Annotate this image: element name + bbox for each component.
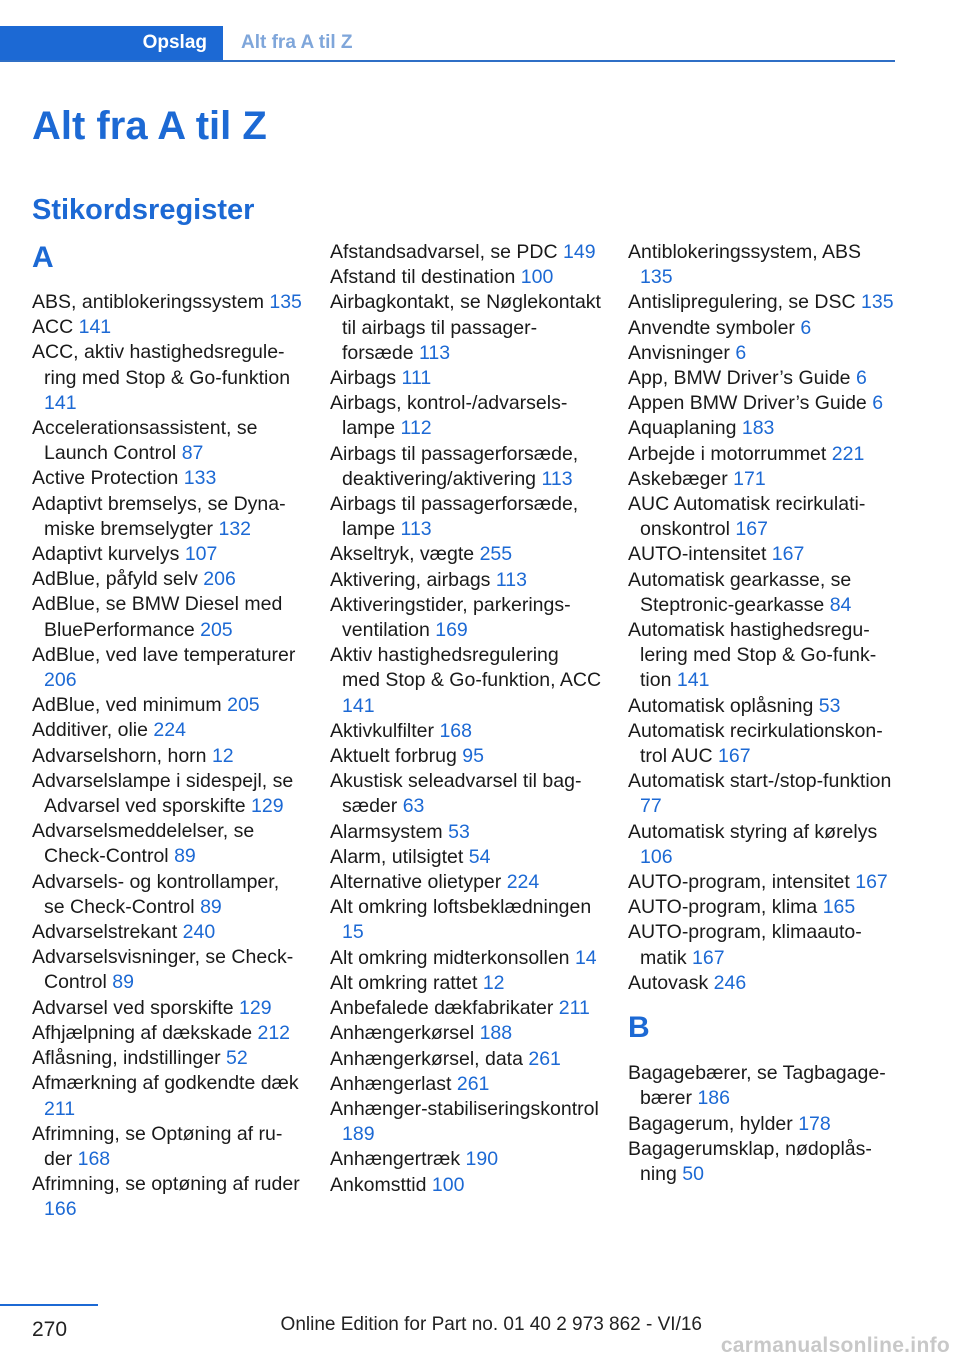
index-entry-text: Automatisk oplåsning: [628, 694, 814, 717]
index-entry: [330, 568, 602, 593]
index-entry-text: Accelerationsassistent, se Launch Control: [32, 417, 258, 465]
index-list-2: [330, 240, 602, 1198]
index-entry-text: Automatisk recirkulationskontrol AUC: [628, 719, 883, 768]
index-entry-text: Active Protection: [32, 467, 179, 490]
page-reference-link[interactable]: 246: [713, 971, 747, 994]
index-entry-text: AUTO-program, klima: [628, 896, 818, 919]
index-entry: [32, 920, 304, 945]
index-entry-text: AUC Automatisk recirkulationskontrol: [628, 493, 866, 541]
index-entry-text: Aktiv hastighedsregulering med Stop & Go-funktion, ACC: [330, 644, 602, 692]
index-entry: [32, 592, 304, 642]
index-entry-text: Advarselsvisninger, se Check-Control: [32, 946, 294, 994]
page-reference-link[interactable]: 206: [44, 669, 77, 692]
page-reference-link[interactable]: 6: [872, 392, 884, 415]
index-entry: [330, 971, 602, 996]
index-entry-text: Additiver, olie: [32, 719, 148, 742]
index-entry-text: Antislipregulering, se DSC: [628, 291, 856, 314]
index-entry: [32, 1071, 304, 1121]
index-column-2: [330, 240, 602, 1198]
index-entry-text: Askebæger: [628, 467, 728, 490]
index-entry-text: Automatisk hastighedsregulering med Stop & Go-funktion: [628, 619, 877, 692]
index-entry: [330, 719, 602, 744]
index-entry: [330, 1047, 602, 1072]
index-entry: [330, 895, 602, 945]
index-entry-text: AUTO-program, intensitet: [628, 871, 850, 894]
index-entry-text: AUTO-program, klimaautomatik: [628, 921, 862, 969]
index-entry: [32, 996, 304, 1021]
page-title: Alt fra A til Z: [32, 104, 267, 148]
index-entry: [330, 870, 602, 895]
page-reference-link[interactable]: 54: [468, 845, 491, 868]
index-entry: [32, 769, 304, 819]
index-entry-text: Ankomsttid: [330, 1173, 427, 1196]
index-entry-text: Automatisk styring af kørelys: [628, 820, 878, 843]
index-entry-text: Bagagebærer, se Tagbagagebærer: [628, 1062, 886, 1110]
index-entry-text: Aquaplaning: [628, 417, 737, 440]
page-reference-link[interactable]: 129: [251, 795, 284, 818]
page-reference-link[interactable]: 221: [831, 442, 865, 465]
index-entry: [32, 1122, 304, 1172]
index-entry: [32, 643, 304, 693]
page-reference-link[interactable]: 12: [211, 744, 234, 767]
index-entry: [628, 769, 898, 819]
index-entry: [628, 1112, 898, 1137]
index-entry: [32, 466, 304, 491]
index-entry-text: Aflåsning, indstillinger: [32, 1047, 221, 1070]
page-reference-link[interactable]: 50: [682, 1162, 704, 1185]
index-entry-text: Alarm, utilsigtet: [330, 845, 464, 868]
index-entry-text: Aktivering, airbags: [330, 568, 491, 591]
index-entry-text: Alarmsystem: [330, 820, 443, 843]
page-reference-link[interactable]: 135: [640, 266, 673, 289]
page-reference-link[interactable]: 167: [771, 543, 805, 566]
page-reference-link[interactable]: 129: [239, 996, 272, 1019]
index-entry: [628, 542, 898, 567]
index-entry: [330, 744, 602, 769]
index-entry: [32, 819, 304, 869]
index-entry: [330, 240, 602, 265]
index-entry-text: Anvendte symboler: [628, 316, 795, 339]
index-entry-text: Alt omkring midterkonsollen: [330, 946, 570, 969]
index-entry-text: Anbefalede dækfabrikater: [330, 997, 554, 1020]
index-entry: [628, 694, 898, 719]
page-reference-link[interactable]: 135: [269, 291, 302, 313]
section-letter-a: A: [32, 241, 54, 274]
index-entry-text: Afmærkning af godkendte dæk: [32, 1072, 299, 1095]
page-reference-link[interactable]: 95: [462, 745, 484, 768]
tab-alt-fra-a-til-z[interactable]: Alt fra A til Z: [241, 32, 353, 53]
index-list-3b: [628, 1061, 898, 1187]
page-reference-link[interactable]: 205: [200, 618, 233, 641]
page-reference-link[interactable]: 240: [182, 921, 216, 944]
page-reference-link[interactable]: 141: [342, 694, 375, 717]
index-entry-text: Advarsels- og kontrollamper, se Check-Control: [32, 870, 280, 918]
page-reference-link[interactable]: 135: [861, 291, 894, 314]
index-entry-text: Advarselsmeddelelser, se Check-Control: [32, 820, 255, 868]
index-entry: [628, 895, 898, 920]
index-entry: [628, 971, 898, 996]
index-entry: [330, 1021, 602, 1046]
index-entry-text: Afstandsadvarsel, se PDC: [330, 241, 558, 263]
page-reference-link[interactable]: 15: [342, 921, 364, 944]
index-entry-text: Anhængerkørsel: [330, 1022, 475, 1045]
index-entry: [628, 618, 898, 694]
index-entry-text: Adaptivt bremselys, se Dynamiske bremselygter: [32, 492, 286, 540]
page-reference-link[interactable]: 212: [257, 1021, 291, 1044]
index-entry: [32, 744, 304, 769]
page-reference-link[interactable]: 224: [506, 871, 540, 894]
index-list-1: [32, 290, 304, 1223]
index-entry: [32, 290, 304, 315]
index-entry: [628, 870, 898, 895]
index-entry: [32, 315, 304, 340]
index-entry-text: Anhængerkørsel, data: [330, 1047, 523, 1070]
index-entry: [330, 845, 602, 870]
index-entry-text: Aktiveringstider, parkeringsventilation: [330, 593, 571, 642]
page-reference-link[interactable]: 188: [479, 1022, 513, 1045]
page-reference-link[interactable]: 100: [520, 266, 554, 289]
index-entry: [32, 1021, 304, 1046]
page-reference-link[interactable]: 168: [439, 719, 472, 742]
index-entry: [32, 718, 304, 743]
page-reference-link[interactable]: 111: [401, 367, 432, 390]
index-entry: [330, 442, 602, 492]
page-reference-link[interactable]: 6: [800, 316, 812, 339]
index-entry: [628, 316, 898, 341]
index-entry-text: Afrimning, se Optøning af ruder: [32, 1122, 283, 1170]
page-number: 270: [32, 1318, 68, 1341]
index-entry-text: Aktuelt forbrug: [330, 745, 457, 768]
index-list-3a: [628, 240, 898, 996]
page-reference-link[interactable]: 112: [400, 417, 432, 440]
index-entry-text: Airbags til passagerforsæde, lampe: [330, 493, 579, 541]
index-entry-text: Airbags: [330, 367, 397, 390]
page-reference-link[interactable]: 167: [855, 871, 888, 894]
page-reference-link[interactable]: 63: [402, 795, 425, 818]
page-reference-link[interactable]: 89: [112, 971, 134, 994]
index-entry: [628, 1137, 898, 1187]
index-entry-text: Aktivkulfilter: [330, 719, 435, 742]
index-entry: [330, 492, 602, 542]
index-entry-text: ABS, antiblokeringssystem: [32, 291, 264, 313]
index-entry: [628, 467, 898, 492]
index-entry: [32, 693, 304, 718]
index-entry: [628, 820, 898, 870]
index-entry-text: Alt omkring rattet: [330, 971, 478, 994]
page-reference-link[interactable]: 6: [735, 341, 747, 364]
index-entry: [32, 945, 304, 995]
index-entry-text: App, BMW Driver’s Guide: [628, 367, 851, 390]
index-column-1: [32, 240, 304, 1223]
index-entry-text: Bagagerum, hylder: [628, 1112, 793, 1135]
section-letter-b: B: [628, 1011, 650, 1045]
index-entry-text: Advarselshorn, horn: [32, 744, 207, 767]
index-entry-text: Airbags til passagerforsæde, deaktivering/aktivering: [330, 442, 579, 490]
header-bar: [0, 26, 895, 62]
page-reference-link[interactable]: 141: [78, 316, 112, 339]
index-entry: [628, 1061, 898, 1111]
index-entry: [330, 820, 602, 845]
index-entry: [330, 1072, 602, 1097]
page-reference-link[interactable]: 211: [558, 997, 590, 1020]
page-reference-link[interactable]: 255: [479, 543, 513, 566]
index-entry-text: Automatisk gearkasse, se Steptronic-gearkasse: [628, 568, 852, 616]
edition-text: Online Edition for Part no. 01 40 2 973 862 - VI/16: [280, 1314, 702, 1335]
index-entry-text: Antiblokeringssystem, ABS: [628, 241, 862, 263]
index-entry-text: Appen BMW Driver’s Guide: [628, 392, 867, 415]
tab-opslag[interactable]: Opslag: [0, 26, 223, 60]
index-entry-text: Bagagerumsklap, nødoplåsning: [628, 1137, 872, 1185]
index-entry: [330, 366, 602, 391]
page-reference-link[interactable]: 189: [342, 1123, 375, 1146]
page-reference-link[interactable]: 113: [400, 518, 432, 541]
page-reference-link[interactable]: 53: [448, 820, 470, 843]
page-reference-link[interactable]: 183: [741, 417, 775, 440]
index-entry: [330, 1147, 602, 1172]
footer-rule: [0, 1304, 98, 1306]
index-entry-text: Anhængertræk: [330, 1148, 461, 1171]
index-entry: [628, 391, 898, 416]
index-entry: [330, 996, 602, 1021]
index-entry-text: Afrimning, se optøning af ruder: [32, 1173, 300, 1196]
page-reference-link[interactable]: 52: [226, 1047, 248, 1070]
index-entry-text: Alt omkring loftsbeklædningen: [330, 896, 592, 919]
page-reference-link[interactable]: 6: [855, 367, 867, 390]
page-reference-link[interactable]: 100: [431, 1173, 465, 1196]
index-column-3: [628, 240, 898, 1187]
page-reference-link[interactable]: 53: [818, 694, 841, 717]
page-reference-link[interactable]: 87: [181, 442, 204, 465]
index-entry-text: AdBlue, se BMW Diesel med BluePerformance: [32, 593, 283, 641]
page-reference-link[interactable]: 107: [184, 543, 218, 566]
page-reference-link[interactable]: 166: [44, 1198, 77, 1221]
index-entry-text: Advarsel ved sporskifte: [32, 996, 234, 1019]
index-entry-text: Anvisninger: [628, 341, 730, 364]
index-entry-text: Adaptivt kurvelys: [32, 543, 180, 566]
index-entry-text: Akseltryk, vægte: [330, 543, 475, 566]
index-entry: [628, 366, 898, 391]
index-entry: [628, 719, 898, 769]
page-reference-link[interactable]: 141: [676, 669, 710, 692]
index-entry-text: AUTO-intensitet: [628, 543, 767, 566]
index-entry: [32, 870, 304, 920]
index-entry: [330, 391, 602, 441]
page-reference-link[interactable]: 186: [697, 1087, 730, 1110]
page-subtitle: Stikordsregister: [32, 194, 255, 226]
page-reference-link[interactable]: 77: [640, 795, 662, 818]
index-entry-text: Airbagkontakt, se Nøglekontakt til airbags til passagerforsæde: [330, 291, 601, 364]
index-entry: [32, 340, 304, 416]
page-reference-link[interactable]: 169: [435, 619, 468, 642]
index-entry: [628, 341, 898, 366]
page-reference-link[interactable]: 132: [218, 517, 252, 540]
index-entry: [32, 492, 304, 542]
page-reference-link[interactable]: 84: [829, 593, 852, 616]
page-reference-link[interactable]: 190: [465, 1148, 499, 1171]
index-entry-text: AdBlue, ved minimum: [32, 694, 222, 717]
page-reference-link[interactable]: 165: [822, 896, 856, 919]
index-entry-text: AdBlue, ved lave temperaturer: [32, 643, 296, 666]
page-reference-link[interactable]: 113: [495, 568, 527, 591]
page-reference-link[interactable]: 261: [456, 1072, 490, 1095]
page-reference-link[interactable]: 12: [482, 971, 505, 994]
index-entry-text: Autovask: [628, 971, 709, 994]
page-reference-link[interactable]: 89: [200, 895, 222, 918]
page-reference-link[interactable]: 89: [174, 845, 196, 868]
index-entry: [628, 442, 898, 467]
page-reference-link[interactable]: 178: [798, 1112, 831, 1135]
page-reference-link[interactable]: 205: [227, 694, 260, 717]
page-reference-link[interactable]: 167: [718, 745, 751, 768]
index-entry: [330, 290, 602, 366]
page-reference-link[interactable]: 171: [733, 467, 766, 490]
index-entry-text: Anhænger-stabiliseringskontrol: [330, 1097, 599, 1120]
index-entry-text: Afhjælpning af dækskade: [32, 1021, 253, 1044]
watermark: carmanualsonline.info: [720, 1334, 950, 1357]
index-entry: [628, 240, 898, 290]
page-reference-link[interactable]: 211: [44, 1097, 76, 1120]
index-entry: [628, 492, 898, 542]
index-entry: [628, 290, 898, 315]
page-reference-link[interactable]: 149: [563, 241, 596, 263]
page-reference-link[interactable]: 14: [574, 946, 597, 969]
index-entry: [330, 1173, 602, 1198]
index-entry: [330, 643, 602, 719]
index-entry-text: Automatisk start-/stop-funktion: [628, 770, 892, 793]
page-reference-link[interactable]: 261: [528, 1047, 561, 1070]
index-entry-text: AdBlue, påfyld selv: [32, 568, 198, 591]
index-entry-text: ACC: [32, 316, 74, 339]
page-reference-link[interactable]: 113: [418, 341, 451, 364]
page-reference-link[interactable]: 141: [44, 391, 77, 414]
index-entry: [628, 920, 898, 970]
index-entry-text: Afstand til destination: [330, 266, 516, 289]
index-entry-text: ACC, aktiv hastighedsregulering med Stop & Go-funktion: [32, 341, 291, 389]
page-reference-link[interactable]: 224: [153, 719, 186, 742]
index-entry: [32, 1046, 304, 1071]
index-entry: [32, 567, 304, 592]
index-entry: [330, 946, 602, 971]
index-entry-text: Anhængerlast: [330, 1072, 452, 1095]
index-entry-text: Advarselstrekant: [32, 921, 178, 944]
page-reference-link[interactable]: 167: [735, 518, 768, 541]
index-entry-text: Airbags, kontrol-/advarselslampe: [330, 392, 568, 440]
index-entry: [330, 1097, 602, 1147]
index-entry: [32, 542, 304, 567]
index-entry: [628, 416, 898, 441]
index-entry: [32, 1172, 304, 1222]
page-reference-link[interactable]: 133: [183, 467, 217, 490]
index-entry: [32, 416, 304, 466]
page-reference-link[interactable]: 106: [640, 845, 673, 868]
index-entry-text: Akustisk seleadvarsel til bagsæder: [330, 770, 582, 818]
page-reference-link[interactable]: 167: [692, 946, 725, 969]
page-reference-link[interactable]: 168: [77, 1147, 111, 1170]
index-entry: [330, 542, 602, 567]
page-reference-link[interactable]: 206: [203, 568, 236, 591]
page-reference-link[interactable]: 113: [541, 467, 573, 490]
index-entry: [330, 593, 602, 643]
index-entry-text: Advarselslampe i sidespejl, se Advarsel ved sporskifte: [32, 769, 294, 818]
index-entry-text: Alternative olietyper: [330, 871, 502, 894]
index-entry: [330, 265, 602, 290]
index-entry: [330, 769, 602, 819]
index-entry-text: Arbejde i motorrummet: [628, 442, 827, 465]
index-entry: [628, 568, 898, 618]
